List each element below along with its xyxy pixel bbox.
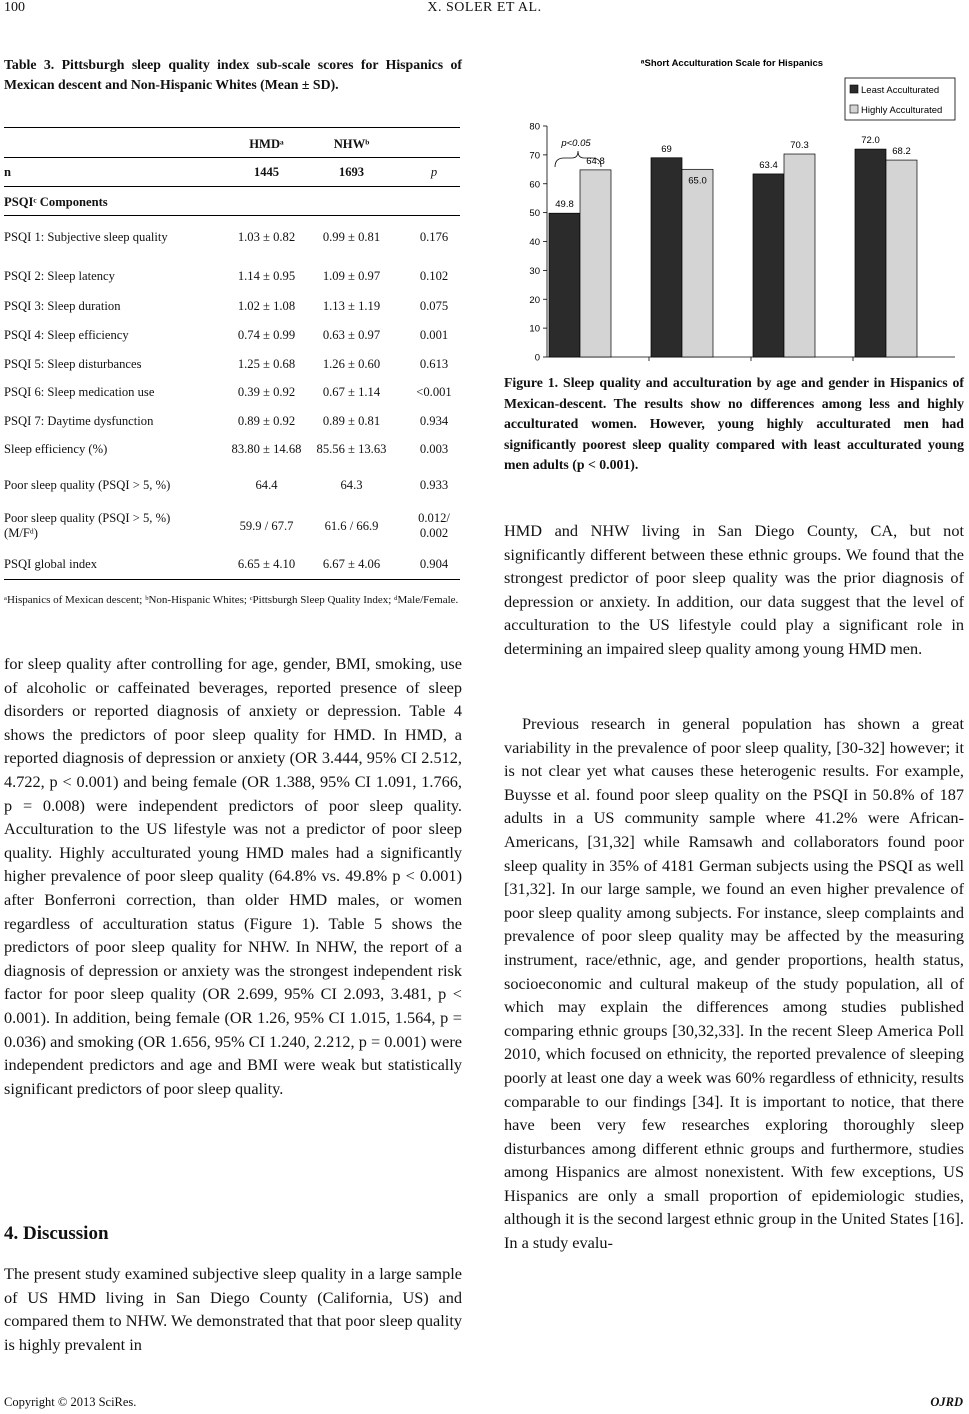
row-label: PSQI 7: Daytime dysfunction bbox=[4, 413, 154, 428]
results-paragraph: for sleep quality after controlling for age, gender, BMI, smoking, use of alcoholic or caffeinated beverages, reported presence of sleep disorders or reported diagnosis of anxiety or depression. Table 4 shows the predictors of poor sleep quality for HMD. In HMD, a reported diagnosis of depression or anxiety (OR 3.444, 95% CI 2.512, 4.722, p < 0.001) and being female (OR 1.388, 95% CI 1.091, 1.766, p = 0.008) were independent predictors of poor sleep quality. Acculturation to the US lifestyle was not a predictor of poor sleep quality. Highly acculturated young HMD males had a significantly higher prevalence of poor sleep quality (64.8% vs. 49.8% p < 0.001) after Bonferroni correction, than older HMD males, or women regardless of acculturation status (Figure 1). Table 5 shows the predictors of poor sleep quality for NHW. In NHW, the report of a diagnosis of depression or anxiety was the strongest independent risk factor for poor sleep quality (OR 2.699, 95% CI 2.093, 3.481, p < 0.001). In addition, being female (OR 1.26, 95% CI 1.015, 1.564, p = 0.036) and smoking (OR 1.656, 95% CI 1.240, 2.212, p = 0.001) were independent predictors and age and BMI were weak but statistically significant predictors of poor sleep quality. bbox=[4, 654, 462, 1098]
y-tick-label: 60 bbox=[529, 179, 540, 191]
row-hmd-value: 64.4 bbox=[255, 477, 278, 492]
right-paragraph-1 bbox=[504, 519, 964, 661]
row-nhw-value: 61.6 / 66.9 bbox=[324, 518, 379, 533]
right-paragraph-2 bbox=[504, 712, 964, 1255]
col-hmd: HMDᵃ bbox=[249, 137, 284, 151]
row-label: PSQI 4: Sleep efficiency bbox=[4, 327, 129, 342]
y-tick-label: 70 bbox=[529, 150, 540, 162]
row-hmd-value: 1.14 ± 0.95 bbox=[237, 268, 296, 283]
row-label: PSQI 6: Sleep medication use bbox=[4, 384, 155, 399]
bar bbox=[580, 170, 611, 357]
data-label: 65.0 bbox=[688, 175, 707, 187]
n-nhw: 1693 bbox=[338, 165, 365, 179]
data-label: 72.0 bbox=[861, 135, 880, 147]
row-hmd-value: 1.03 ± 0.82 bbox=[237, 229, 296, 244]
bar bbox=[855, 149, 886, 357]
discussion-paragraph: The present study examined subjective sleep quality in a large sample of US HMD living in San Diego County (California, US) and compared them to NHW. We demonstrated that that poor sleep quality is highly prevalent in bbox=[4, 1264, 462, 1354]
row-nhw-value: 64.3 bbox=[340, 477, 363, 492]
right-para-1-text: HMD and NHW living in San Diego County, CA, but not significantly different between these ethnic groups. We found that the strongest predictor of poor sleep quality was the prior diagnosis of depression or anxiety. In addition, our data suggest that the level of acculturation to the US lifestyle could play a significant role in determining an impaired sleep quality among young HMD men. bbox=[504, 521, 964, 658]
bar bbox=[651, 158, 682, 357]
data-label: 49.8 bbox=[555, 199, 574, 211]
data-label: 70.3 bbox=[790, 140, 809, 152]
figure-1 bbox=[500, 50, 965, 370]
row-label: PSQI 2: Sleep latency bbox=[4, 268, 115, 283]
left-paragraph-2 bbox=[4, 1262, 462, 1356]
bar bbox=[753, 174, 784, 357]
row-nhw-value: 1.26 ± 0.60 bbox=[322, 356, 381, 371]
n-hmd: 1445 bbox=[253, 165, 280, 179]
copyright: Copyright © 2013 SciRes. bbox=[4, 1395, 137, 1409]
page-number: 100 bbox=[4, 0, 25, 15]
y-tick-label: 0 bbox=[534, 352, 540, 364]
row-hmd-value: 6.65 ± 4.10 bbox=[237, 556, 296, 571]
row-hmd-value: 1.02 ± 1.08 bbox=[237, 298, 296, 313]
bar bbox=[549, 213, 580, 357]
right-para-2-text: Previous research in general population has shown a great variability in the prevalence of poor sleep quality, [30-32] however; it is not clear yet what causes these heterogenic results. For example, Buysse et al. found poor sleep quality on the PSQI in 50.8% of 187 adults in a US community sample where 41.2% were African-Americans, [31,32] while Ramsawh and collaborators found poor sleep quality in 35% of 4181 German subjects using the PSQI as well [31,32]. In our large sample, we found an even higher prevalence of poor sleep quality among subjects. For instance, sleep complaints and prevalence of poor sleep quality may be affected by the measuring instrument, race/ethnic, age, and gender proportions, health status, socioeconomic and cultural makeup of the study population, all of which may explain the differences among studies published comparing ethnic groups [30,32,33]. In the recent Sleep America Poll 2010, which focused on ethnicity, the reported prevalence of sleeping poorly at least one day a week was 60% regardless of ethnicity, results comparable to our findings [34]. It is important to notice, that there have been very few researches exploring thoroughly sleep disturbances among different ethnic groups and furthermore, studies among Hispanics are almost nonexistent. With few exceptions, US Hispanics are only a small proportion of epidemiologic studies, although it is the second largest ethnic group in the United States [16]. In a study evalu- bbox=[504, 714, 964, 1253]
row-label: PSQI global index bbox=[4, 556, 98, 571]
y-tick-label: 80 bbox=[529, 121, 540, 133]
y-tick-label: 50 bbox=[529, 208, 540, 220]
legend-swatch bbox=[850, 105, 858, 113]
row-nhw-value: 0.89 ± 0.81 bbox=[322, 413, 381, 428]
y-tick-label: 40 bbox=[529, 237, 540, 248]
bar-chart bbox=[500, 50, 965, 370]
row-nhw-value: 85.56 ± 13.63 bbox=[316, 441, 387, 456]
data-label: 64.8 bbox=[586, 155, 605, 167]
running-header: X. SOLER ET AL. bbox=[427, 0, 542, 15]
row-hmd-value: 1.25 ± 0.68 bbox=[237, 356, 296, 371]
row-p-value: <0.001 bbox=[416, 384, 452, 399]
row-hmd-value: 0.39 ± 0.92 bbox=[237, 384, 296, 399]
row-p-value: 0.075 bbox=[419, 298, 449, 313]
row-nhw-value: 0.63 ± 0.97 bbox=[322, 327, 381, 342]
legend-label: Least Acculturated bbox=[861, 85, 940, 96]
bar bbox=[886, 160, 917, 357]
legend-label: Highly Acculturated bbox=[861, 105, 943, 116]
n-label: n bbox=[4, 165, 12, 179]
col-nhw: NHWᵇ bbox=[333, 137, 370, 151]
row-p-value: 0.904 bbox=[419, 556, 449, 571]
y-tick-label: 30 bbox=[529, 265, 540, 277]
p-label: p bbox=[430, 165, 438, 179]
y-tick-label: 20 bbox=[529, 294, 540, 306]
bar bbox=[784, 154, 815, 357]
row-nhw-value: 0.67 ± 1.14 bbox=[322, 384, 381, 399]
row-p-value: 0.012/ 0.002 bbox=[418, 511, 450, 540]
row-label: Poor sleep quality (PSQI > 5, %) (M/Fᵈ) bbox=[4, 511, 171, 540]
row-nhw-value: 1.13 ± 1.19 bbox=[322, 298, 381, 313]
bar bbox=[682, 169, 713, 357]
table-caption: Table 3. Pittsburgh sleep quality index sub-scale scores for Hispanics of Mexican descent and Non-Hispanic Whites (Mean ± SD). bbox=[4, 57, 462, 92]
row-nhw-value: 6.67 ± 4.06 bbox=[322, 556, 381, 571]
y-tick-label: 10 bbox=[529, 323, 540, 335]
row-label: Poor sleep quality (PSQI > 5, %) bbox=[4, 477, 171, 492]
data-label: 69 bbox=[661, 143, 672, 155]
row-nhw-value: 1.09 ± 0.97 bbox=[322, 268, 381, 283]
legend-swatch bbox=[850, 85, 858, 93]
row-label: PSQI 3: Sleep duration bbox=[4, 298, 121, 313]
row-p-value: 0.933 bbox=[419, 477, 449, 492]
row-p-value: 0.003 bbox=[419, 441, 449, 456]
left-paragraph-1 bbox=[4, 652, 462, 1100]
significance-label: p<0.05 bbox=[561, 138, 591, 149]
row-p-value: 0.934 bbox=[419, 413, 449, 428]
row-hmd-value: 83.80 ± 14.68 bbox=[231, 441, 302, 456]
row-hmd-value: 0.74 ± 0.99 bbox=[237, 327, 296, 342]
row-label: PSQI 5: Sleep disturbances bbox=[4, 356, 142, 371]
row-p-value: 0.102 bbox=[419, 268, 449, 283]
table-footnote: ᵃHispanics of Mexican descent; ᵇNon-Hispanic Whites; ᶜPittsburgh Sleep Quality Index; ᵈMale/Female. bbox=[4, 594, 459, 606]
row-hmd-value: 0.89 ± 0.92 bbox=[237, 413, 296, 428]
row-label: PSQI 1: Subjective sleep quality bbox=[4, 229, 168, 244]
row-p-value: 0.176 bbox=[419, 229, 449, 244]
data-label: 68.2 bbox=[892, 146, 911, 158]
section-title: 4. Discussion bbox=[4, 1223, 109, 1244]
components-label: PSQIᶜ Components bbox=[4, 195, 108, 209]
row-nhw-value: 0.99 ± 0.81 bbox=[322, 229, 381, 244]
chart-title: ᵃShort Acculturation Scale for Hispanics bbox=[640, 58, 824, 69]
journal-name: OJRD bbox=[930, 1395, 963, 1409]
data-label: 63.4 bbox=[759, 159, 778, 171]
row-hmd-value: 59.9 / 67.7 bbox=[239, 518, 294, 533]
figure-caption: Figure 1. Sleep quality and acculturation by age and gender in Hispanics of Mexican-descent. The results show no differences among less and highly acculturated women. However, young highly acculturated men had significantly poorest sleep quality compared with least acculturated young men adults (p < 0.001). bbox=[504, 375, 964, 472]
row-p-value: 0.613 bbox=[419, 356, 449, 371]
row-label: Sleep efficiency (%) bbox=[4, 441, 108, 456]
row-p-value: 0.001 bbox=[419, 327, 449, 342]
